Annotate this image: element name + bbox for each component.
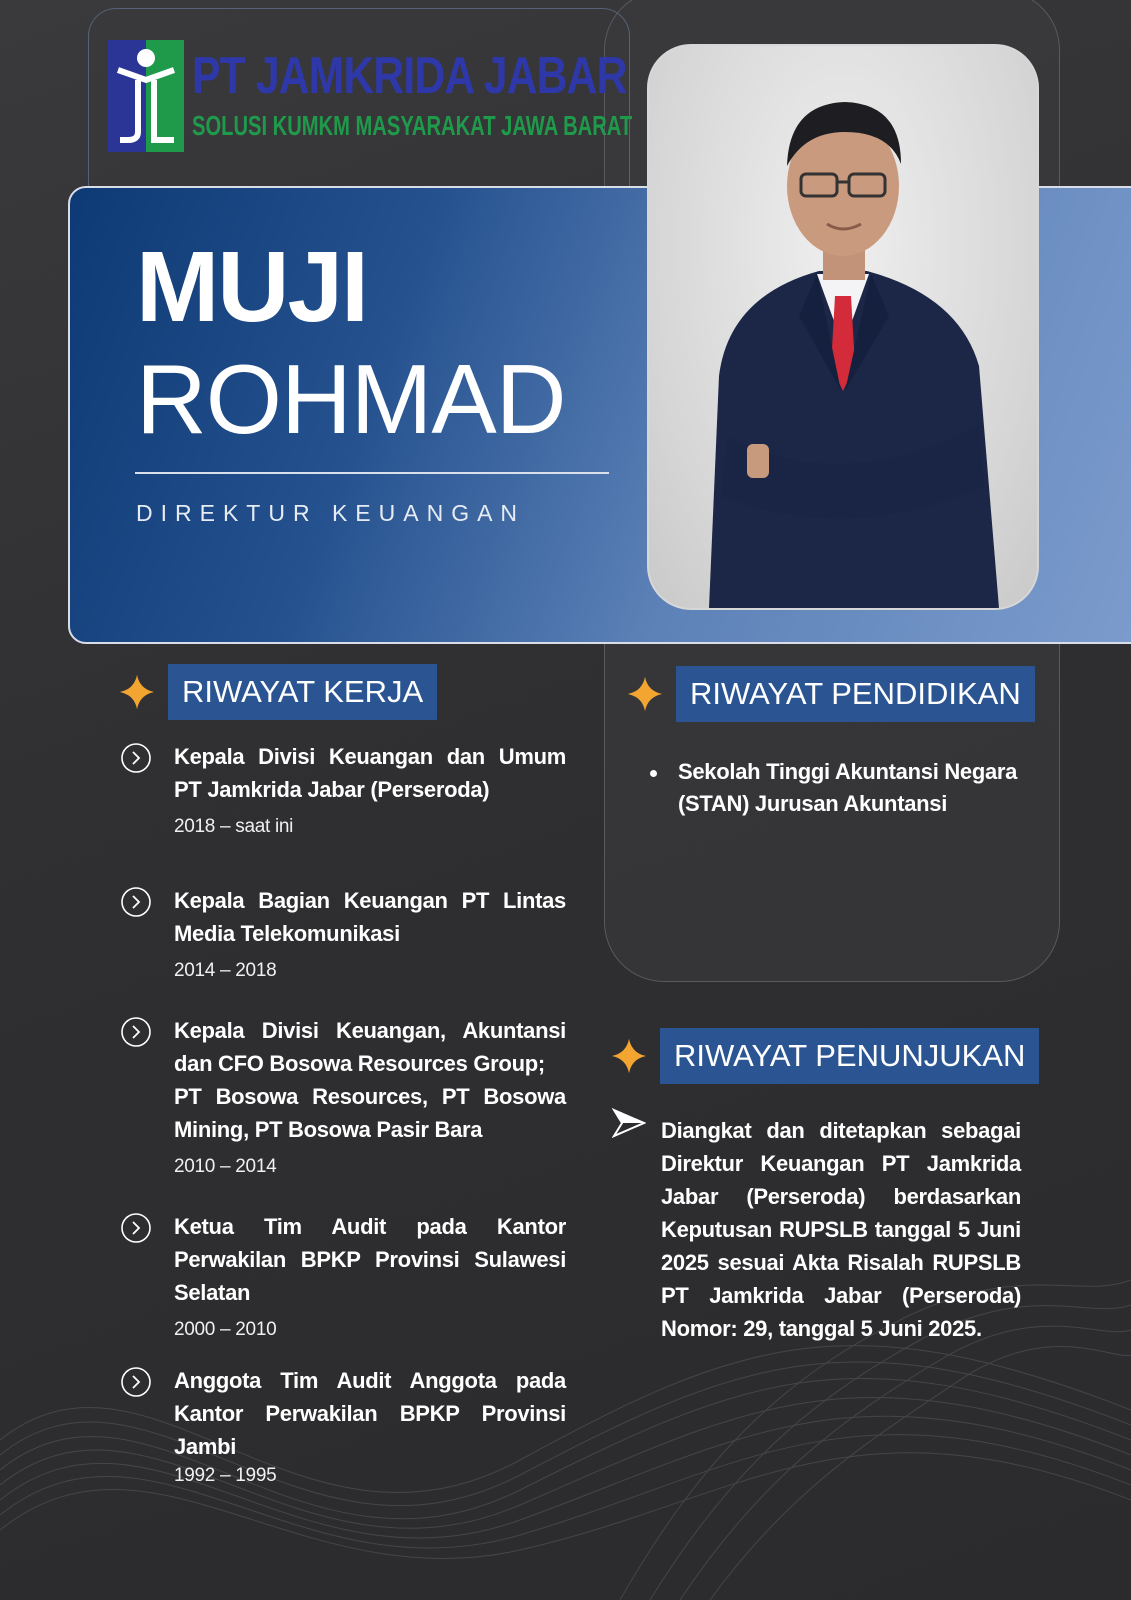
last-name: ROHMAD bbox=[136, 344, 566, 454]
logo-mark-icon bbox=[108, 40, 184, 152]
work-item bbox=[120, 1210, 566, 1341]
work-item-title: Ketua Tim Audit pada Kantor Perwakilan BPKP Provinsi Sulawesi Selatan bbox=[174, 1214, 566, 1305]
education-item bbox=[650, 756, 1020, 820]
logo-subtitle: SOLUSI KUMKM MASYARAKAT JAWA BARAT bbox=[192, 110, 633, 141]
work-item-title: Kepala Bagian Keuangan PT Lintas Media Telekomunikasi bbox=[174, 888, 566, 946]
education-item-text: Sekolah Tinggi Akuntansi Negara (STAN) Jurusan Akuntansi bbox=[678, 759, 1018, 816]
work-item-period: 1992 – 1995 bbox=[174, 1465, 277, 1486]
chevron-circle-icon bbox=[120, 742, 152, 774]
appointment-text: Diangkat dan ditetapkan sebagai Direktur Keuangan PT Jamkrida Jabar (Perseroda) berdasarkan Keputusan RUPSLB tanggal 5 Juni 2025 sesuai Akta Risalah RUPSLB PT Jamkrida Jabar (Perseroda) Nomor: 29, tanggal 5 Juni 2025. bbox=[661, 1118, 1021, 1341]
work-item bbox=[120, 884, 566, 982]
work-item bbox=[120, 1014, 566, 1178]
bullet-icon bbox=[650, 770, 657, 777]
work-history-header bbox=[118, 664, 437, 720]
work-item-period: 2018 – saat ini bbox=[174, 816, 294, 837]
work-item-title: Anggota Tim Audit Anggota pada Kantor Perwakilan BPKP Provinsi Jambi bbox=[174, 1368, 566, 1459]
work-item-period: 2010 – 2014 bbox=[174, 1156, 277, 1177]
appointment-header bbox=[610, 1028, 1039, 1084]
arrow-pointer-icon bbox=[612, 1108, 646, 1138]
position-title: DIREKTUR KEUANGAN bbox=[136, 500, 526, 526]
work-item-period: 2000 – 2010 bbox=[174, 1319, 277, 1340]
sparkle-star-icon bbox=[610, 1037, 648, 1075]
work-item bbox=[120, 740, 566, 838]
logo-title: PT JAMKRIDA JABAR bbox=[192, 47, 627, 105]
first-name: MUJI bbox=[136, 231, 367, 343]
chevron-circle-icon bbox=[120, 1366, 152, 1398]
chevron-circle-icon bbox=[120, 1016, 152, 1048]
work-item-period: 2014 – 2018 bbox=[174, 960, 277, 981]
sparkle-star-icon bbox=[118, 673, 156, 711]
work-item-title-companies: PT Bosowa Resources, PT Bosowa Mining, PT Bosowa Pasir Bara bbox=[174, 1084, 566, 1142]
work-item-title: Kepala Divisi Keuangan, Akuntansi dan CFO Bosowa Resources Group; bbox=[174, 1018, 566, 1076]
profile-photo bbox=[647, 44, 1039, 610]
chevron-circle-icon bbox=[120, 1212, 152, 1244]
education-header bbox=[626, 666, 1035, 722]
appointment-title: RIWAYAT PENUNJUKAN bbox=[660, 1028, 1039, 1084]
sparkle-star-icon bbox=[626, 675, 664, 713]
work-item-title: Kepala Divisi Keuangan dan Umum PT Jamkrida Jabar (Perseroda) bbox=[174, 744, 566, 802]
work-history-title: RIWAYAT KERJA bbox=[168, 664, 437, 720]
company-logo bbox=[108, 40, 633, 152]
education-title: RIWAYAT PENDIDIKAN bbox=[676, 666, 1035, 722]
work-item bbox=[120, 1364, 566, 1487]
chevron-circle-icon bbox=[120, 886, 152, 918]
name-divider bbox=[135, 472, 609, 474]
